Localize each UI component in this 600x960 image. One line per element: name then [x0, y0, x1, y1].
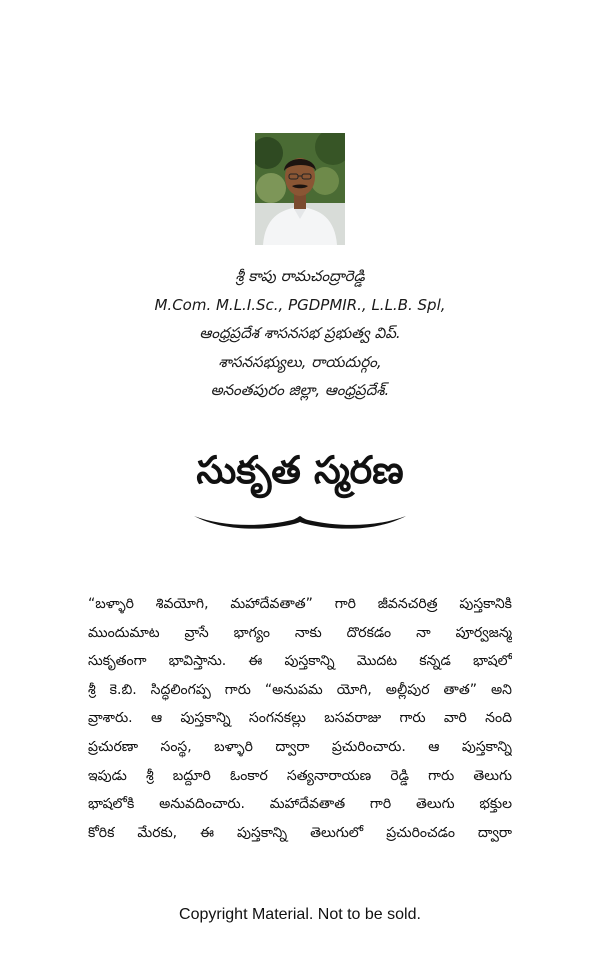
author-name: శ్రీ కాపు రామచంద్రారెడ్డి — [235, 267, 365, 285]
portrait-figure — [255, 133, 345, 245]
paragraph-line: ముందుమాట వ్రాసే భాగ్యం నాకు దొరకడం నా పూర్వజన్మ — [88, 624, 512, 641]
author-position: ఆంధ్రప్రదేశ శాసనసభ ప్రభుత్వ విప్. — [199, 324, 401, 342]
foreword-paragraph — [88, 590, 512, 847]
paragraph-line: శ్రీ కె.బి. సిద్ధలింగప్ప గారు “అనుపమ యోగి, అల్లీపుర తాత” అని — [88, 681, 512, 698]
copyright-notice: Copyright Material. Not to be sold. — [179, 906, 421, 923]
author-role: శాసనసభ్యులు, రాయదుర్గం, — [218, 352, 382, 371]
paragraph-line: ఇపుడు శ్రీ బద్దూరి ఓంకార సత్యనారాయణ రెడ్డి గారు తెలుగు — [88, 767, 512, 784]
paragraph-line: ప్రచురణా సంస్థ, బళ్ళారి ద్వారా ప్రచురించారు. ఆ పుస్తకాన్ని — [88, 738, 512, 755]
page-title: సుకృత స్మరణ — [196, 448, 404, 492]
paragraph-line: వ్రాశారు. ఆ పుస్తకాన్ని సంగనకల్లు బసవరాజు గారు వారి నంది — [88, 710, 512, 727]
portrait-photo — [255, 133, 345, 245]
paragraph-line: సుకృతంగా భావిస్తాను. ఈ పుస్తకాన్ని మొదట కన్నడ భాషలో — [88, 653, 512, 670]
flourish-divider-icon — [190, 508, 410, 538]
paragraph-line: భాషలోకి అనువదించారు. మహాదేవతాత గారి తెలుగు భక్తుల — [88, 796, 512, 813]
author-credentials — [0, 262, 600, 405]
author-degrees: M.Com. M.L.I.Sc., PGDPMIR., L.L.B. Spl, — [154, 295, 446, 314]
paragraph-line: “బళ్ళారి శివయోగి, మహాదేవతాత” గారి జీవనచరిత్ర పుస్తకానికి — [88, 596, 512, 612]
paragraph-line: కోరిక మేరకు, ఈ పుస్తకాన్ని తెలుగులో ప్రచురించడం ద్వారా — [88, 824, 512, 841]
author-place: అనంతపురం జిల్లా, ఆంధ్రప్రదేశ్. — [210, 381, 390, 399]
